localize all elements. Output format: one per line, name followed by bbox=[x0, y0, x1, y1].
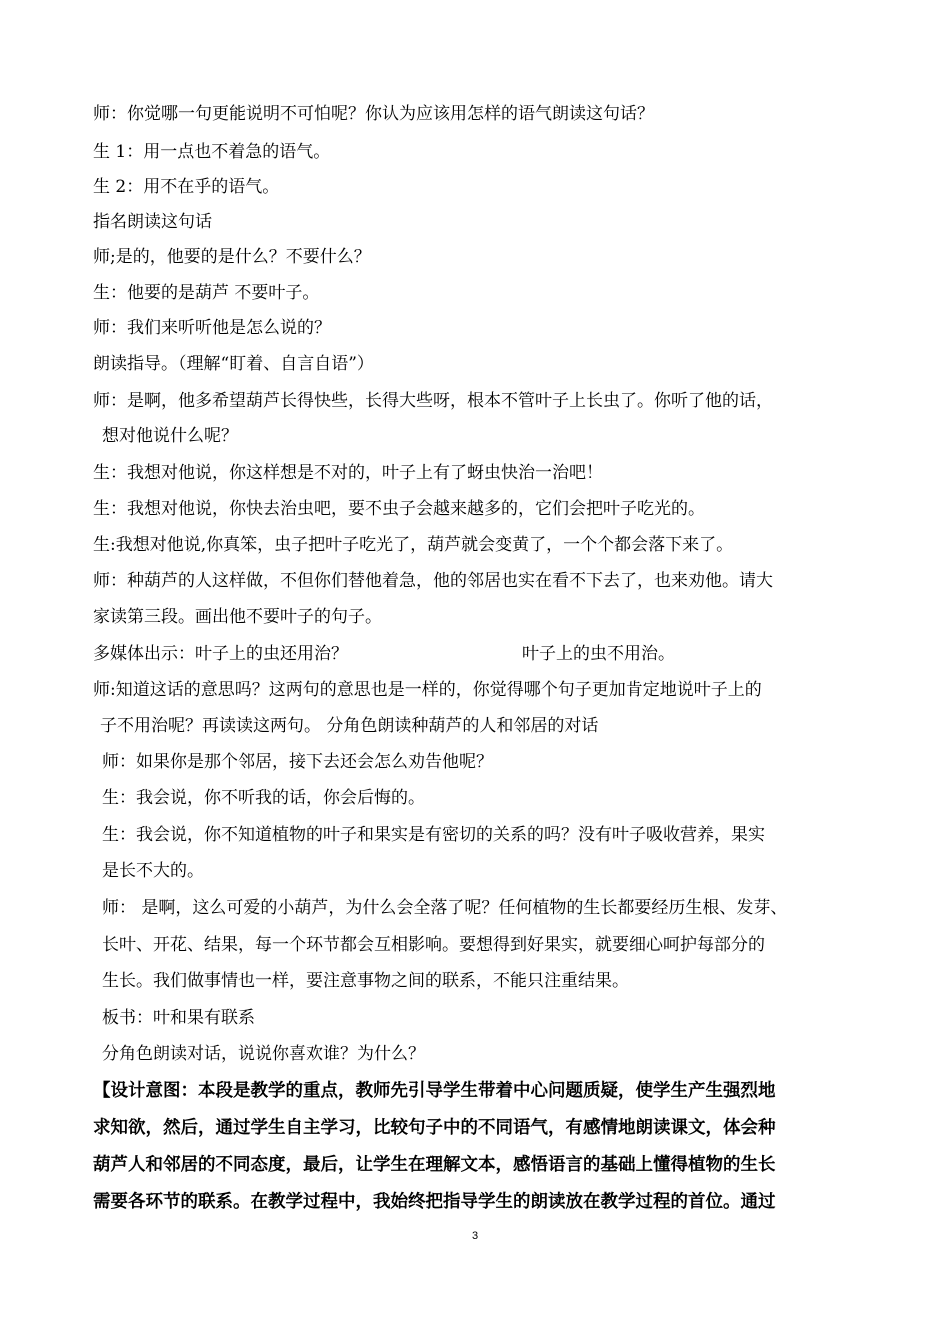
design-intent-line: 【设计意图：本段是教学的重点，教师先引导学生带着中心问题质疑，使学生产生强烈地 bbox=[93, 1081, 776, 1101]
page-number: 3 bbox=[471, 1230, 479, 1242]
text-line: 师： 是啊，这么可爱的小葫芦，为什么会全落了呢？任何植物的生长都要经历生根、发芽、 bbox=[102, 898, 788, 918]
text-line: 板书：叶和果有联系 bbox=[102, 1008, 255, 1028]
text-line: 师：如果你是那个邻居，接下去还会怎么劝告他呢？ bbox=[102, 752, 493, 772]
text-line: 子不用治呢？再读读这两句。 分角色朗读种葫芦的人和邻居的对话 bbox=[100, 716, 599, 736]
text-line: 师:知道这话的意思吗？这两句的意思也是一样的，你觉得哪个句子更加肯定地说叶子上的 bbox=[93, 680, 762, 700]
design-intent-line: 葫芦人和邻居的不同态度，最后，让学生在理解文本，感悟语言的基础上懂得植物的生长 bbox=[93, 1155, 776, 1175]
text-line: 分角色朗读对话，说说你喜欢谁？为什么？ bbox=[102, 1044, 425, 1064]
text-line: 师：是啊，他多希望葫芦长得快些，长得大些呀，根本不管叶子上长虫了。你听了他的话， bbox=[93, 391, 773, 411]
design-intent-line: 求知欲，然后，通过学生自主学习，比较句子中的不同语气，有感情地朗读课文，体会种 bbox=[93, 1118, 776, 1138]
text-line: 生：我会说，你不知道植物的叶子和果实是有密切的关系的吗？没有叶子吸收营养，果实 bbox=[102, 825, 765, 845]
text-line: 生：我会说，你不听我的话，你会后悔的。 bbox=[102, 788, 425, 808]
text-line: 师：种葫芦的人这样做，不但你们替他着急，他的邻居也实在看不下去了，也来劝他。请大 bbox=[93, 571, 773, 591]
text-line: 生：他要的是葫芦 不要叶子。 bbox=[93, 283, 320, 303]
text-line: 是长不大的。 bbox=[102, 861, 204, 881]
text-line: 生 1：用一点也不着急的语气。 bbox=[93, 142, 331, 162]
text-line: 多媒体出示：叶子上的虫还用治？ bbox=[93, 644, 348, 664]
text-line: 指名朗读这句话 bbox=[93, 212, 212, 232]
text-line: 朗读指导。（理解“盯着、自言自语”） bbox=[93, 354, 374, 374]
text-line: 生:我想对他说,你真笨，虫子把叶子吃光了，葫芦就会变黄了，一个个都会落下来了。 bbox=[93, 535, 734, 555]
text-line: 生 2：用不在乎的语气。 bbox=[93, 177, 280, 197]
text-line: 家读第三段。画出他不要叶子的句子。 bbox=[93, 607, 382, 627]
text-line: 叶子上的虫不用治。 bbox=[522, 644, 675, 664]
text-line: 师：我们来听听他是怎么说的？ bbox=[93, 318, 331, 338]
text-line: 生长。我们做事情也一样，要注意事物之间的联系，不能只注重结果。 bbox=[102, 971, 629, 991]
text-line: 生：我想对他说，你这样想是不对的，叶子上有了蚜虫快治一治吧！ bbox=[93, 463, 603, 483]
text-line: 师：你觉哪一句更能说明不可怕呢？你认为应该用怎样的语气朗读这句话？ bbox=[93, 104, 654, 124]
text-line: 生：我想对他说，你快去治虫吧，要不虫子会越来越多的，它们会把叶子吃光的。 bbox=[93, 499, 705, 519]
text-line: 师;是的，他要的是什么？不要什么？ bbox=[93, 247, 371, 267]
text-line: 长叶、开花、结果，每一个环节都会互相影响。要想得到好果实，就要细心呵护每部分的 bbox=[102, 935, 765, 955]
text-line: 想对他说什么呢？ bbox=[102, 426, 238, 446]
design-intent-line: 需要各环节的联系。在教学过程中，我始终把指导学生的朗读放在教学过程的首位。通过 bbox=[93, 1192, 776, 1212]
